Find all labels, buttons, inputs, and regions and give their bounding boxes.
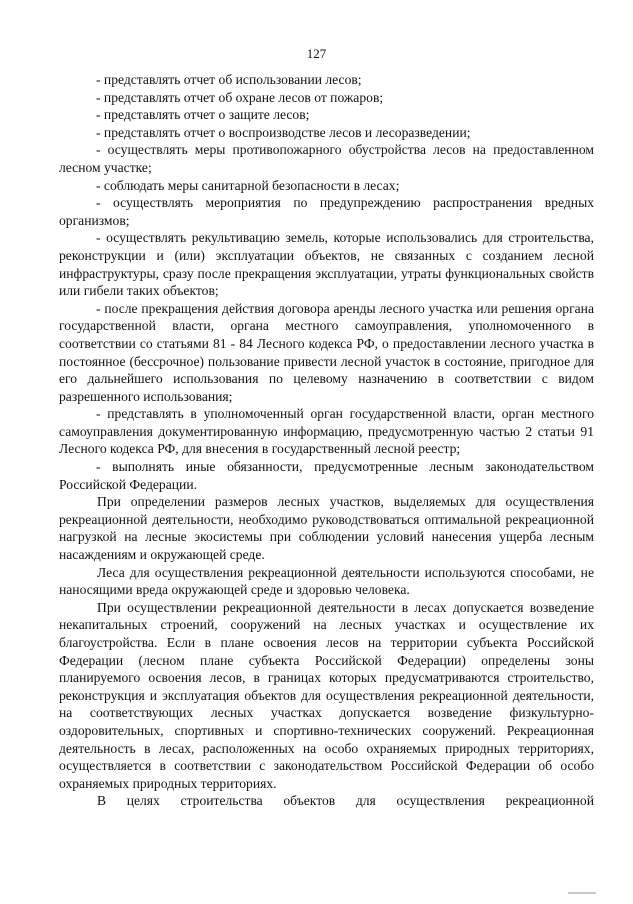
- list-item: - представлять отчет об использовании лесов;: [96, 72, 362, 87]
- list-item: - представлять в уполномоченный орган государственной власти, орган местного самоуправления документированную информацию, предусмотренную частью 2 статьи 91 Лесного кодекса РФ, для внесения в государственный лесной реестр;: [59, 406, 594, 457]
- paragraph: При определении размеров лесных участков, выделяемых для осуществления рекреационной деятельности, необходимо руководствоваться оптимальной рекреационной нагрузкой на лесные экосистемы при соблюдении условий нанесения ущерба лесным насаждениям и окружающей среде.: [59, 494, 594, 563]
- paragraph: При осуществлении рекреационной деятельности в лесах допускается возведение некапитальных строений, сооружений на лесных участках и осуществление их благоустройства. Если в плане освоения лесов на территории субъекта Российской Федерации (лесном плане субъекта Российской Федерации) определены зоны планируемого освоения лесов, в границах которых предусматриваются строительство, реконструкция и эксплуатация объектов для осуществления рекреационной деятельности, на соответствующих лесных участках допускается возведение физкультурно-оздоровительных, спортивных и спортивно-технических сооружений. Рекреационная деятельность в лесах, расположенных на особо охраняемых природных территориях, осуществляется в соответствии с законодательством Российской Федерации об особо охраняемых природных территориях.: [59, 599, 594, 791]
- list-item: - осуществлять меры противопожарного обустройства лесов на предоставленном лесном участке;: [59, 142, 594, 175]
- list-item: - представлять отчет о воспроизводстве лесов и лесоразведении;: [96, 124, 471, 140]
- paragraph: В целях строительства объектов для осуществления рекреационной: [97, 793, 594, 809]
- scan-artifact-line: [568, 892, 596, 894]
- list-item: - после прекращения действия договора аренды лесного участка или решения органа государственной власти, органа местного самоуправления, уполномоченного в соответствии со статьями 81 - 84 Лесного кодекса РФ, о предоставлении лесного участка в постоянное (бессрочное) пользование привести лесной участок в состояние, пригодное для его дальнейшего использования по целевому назначению в соответствии с видом разрешенного использования;: [59, 300, 594, 404]
- list-item: - представлять отчет об охране лесов от пожаров;: [96, 89, 384, 105]
- list-item: - осуществлять мероприятия по предупреждению распространения вредных организмов;: [59, 195, 594, 228]
- list-item: - выполнять иные обязанности, предусмотренные лесным законодательством Российской Федерации.: [59, 459, 594, 492]
- list-item: - представлять отчет о защите лесов;: [96, 107, 310, 123]
- page-number: 127: [306, 46, 327, 61]
- list-item: - осуществлять рекультивацию земель, которые использовались для строительства, реконструкции и (или) эксплуатации объектов, не связанных с созданием лесной инфраструктуры, сразу после прекращения эксплуатации, утраты функциональных свойств или гибели таких объектов;: [59, 230, 594, 299]
- list-item: - соблюдать меры санитарной безопасности в лесах;: [96, 177, 400, 193]
- document-body: [59, 71, 594, 810]
- paragraph: Леса для осуществления рекреационной деятельности используются способами, не наносящими вреда окружающей среде и здоровью человека.: [59, 564, 594, 598]
